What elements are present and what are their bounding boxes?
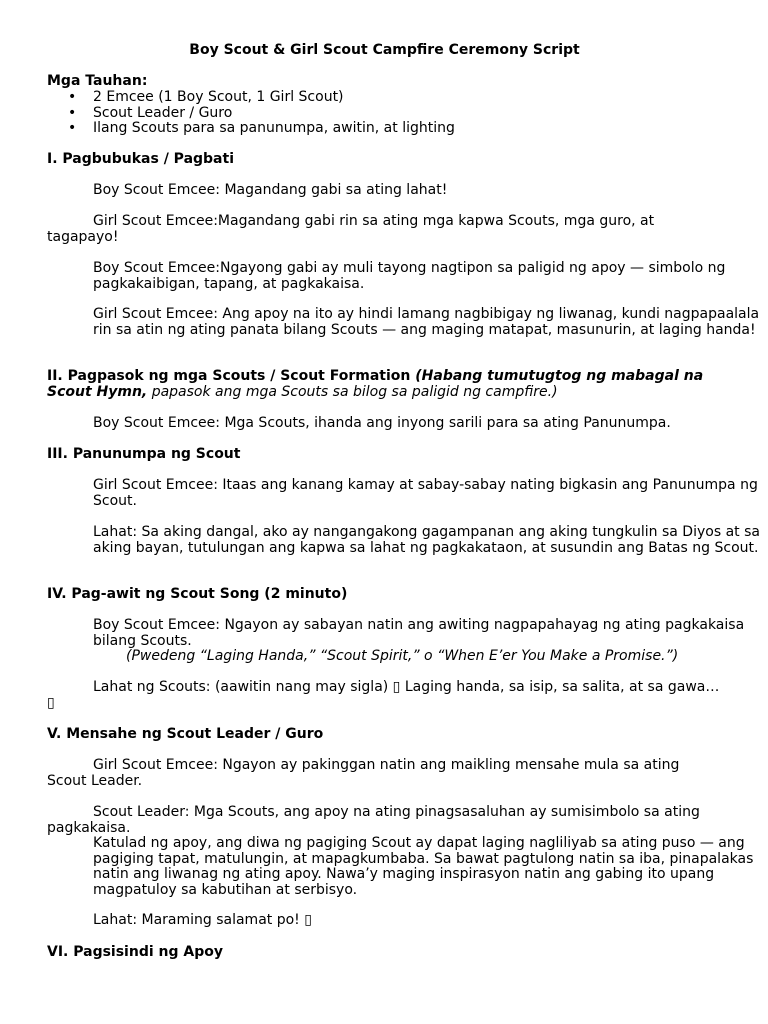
script-line: Katulad ng apoy, ang diwa ng pagiging Scout ay dapat laging nagliliyab sa ating puso — ang pagiging tapat, matulungin, at mapagkumbaba. Sa bawat pagtulong natin sa iba, pinapalakas natin ang liwanag ng ating apoy. Nawa’y maging inspirasyon natin ang gabing ito upang magpatuloy sa kabutihan at serbisyo. [93,835,754,898]
section-heading-2: II. Pagpasok ng mga Scouts / Scout Formation (Habang tumutugtog ng mabagal na Scout Hymn, papasok ang mga Scouts sa bilog sa paligid ng campfire.) [47,368,704,400]
script-line: Boy Scout Emcee: Ngayon ay sabayan natin ang awiting nagpapahayag ng ating pagkakaisa bilang Scouts. [93,617,745,649]
script-line: Boy Scout Emcee: Mga Scouts, ihanda ang inyong sarili para sa ating Panunumpa. [93,415,671,431]
bullet-icon: • [68,104,77,121]
script-line: Lahat: Maraming salamat po! ▯ [93,912,312,928]
section-heading-3: III. Panunumpa ng Scout [47,446,241,462]
script-line: Boy Scout Emcee:Ngayong gabi ay muli tayong nagtipon sa paligid ng apoy — simbolo ng pagkakaibigan, tapang, at pagkakaisa. [93,260,726,292]
song-note: (Pwedeng “Laging Handa,” “Scout Spirit,” o “When E’er You Make a Promise.”) [126,648,679,664]
bullet-icon: • [68,120,77,136]
cast-list [47,90,722,137]
script-line: Girl Scout Emcee: Itaas ang kanang kamay at sabay-sabay nating bigkasin ang Panunumpa ng Scout. [93,477,758,509]
document-title: Boy Scout & Girl Scout Campfire Ceremony Script [189,42,580,58]
script-line: Girl Scout Emcee:Magandang gabi rin sa ating mga kapwa Scouts, mga guro, at tagapayo! [47,213,655,245]
list-item: • Scout Leader / Guro [68,104,233,121]
bullet-icon: • [68,89,77,105]
cast-heading: Mga Tauhan: [47,73,148,89]
script-line: Girl Scout Emcee: Ang apoy na ito ay hindi lamang nagbibigay ng liwanag, kundi nagpapaalala rin sa atin ng ating panata bilang Scouts — ang maging matapat, masunurin, at laging handa! [93,306,760,338]
script-line: Girl Scout Emcee: Ngayon ay pakinggan natin ang maikling mensahe mula sa ating Scout Leader. [47,757,680,789]
script-line: Lahat ng Scouts: (aawitin nang may sigla) ▯ Laging handa, sa isip, sa salita, at sa gawa… ▯ [47,679,720,711]
list-item: • Ilang Scouts para sa panunumpa, awitin, at lighting [68,120,455,136]
section-heading-5: V. Mensahe ng Scout Leader / Guro [47,726,324,742]
section-heading-1: I. Pagbubukas / Pagbati [47,151,234,167]
script-line: Scout Leader: Mga Scouts, ang apoy na ating pinagsasaluhan ay sumisimbolo sa ating pagkakaisa. [47,804,700,836]
script-line: Lahat: Sa aking dangal, ako ay nangangakong gagampanan ang aking tungkulin sa Diyos at sa aking bayan, tutulungan ang kapwa sa lahat ng pagkakataon, at susundin ang Batas ng Scout. [93,524,760,556]
section-heading-4: IV. Pag-awit ng Scout Song (2 minuto) [47,586,348,602]
script-line: Boy Scout Emcee: Magandang gabi sa ating lahat! [93,182,448,198]
list-item: • 2 Emcee (1 Boy Scout, 1 Girl Scout) [68,89,344,105]
section-heading-6: VI. Pagsisindi ng Apoy [47,944,223,960]
